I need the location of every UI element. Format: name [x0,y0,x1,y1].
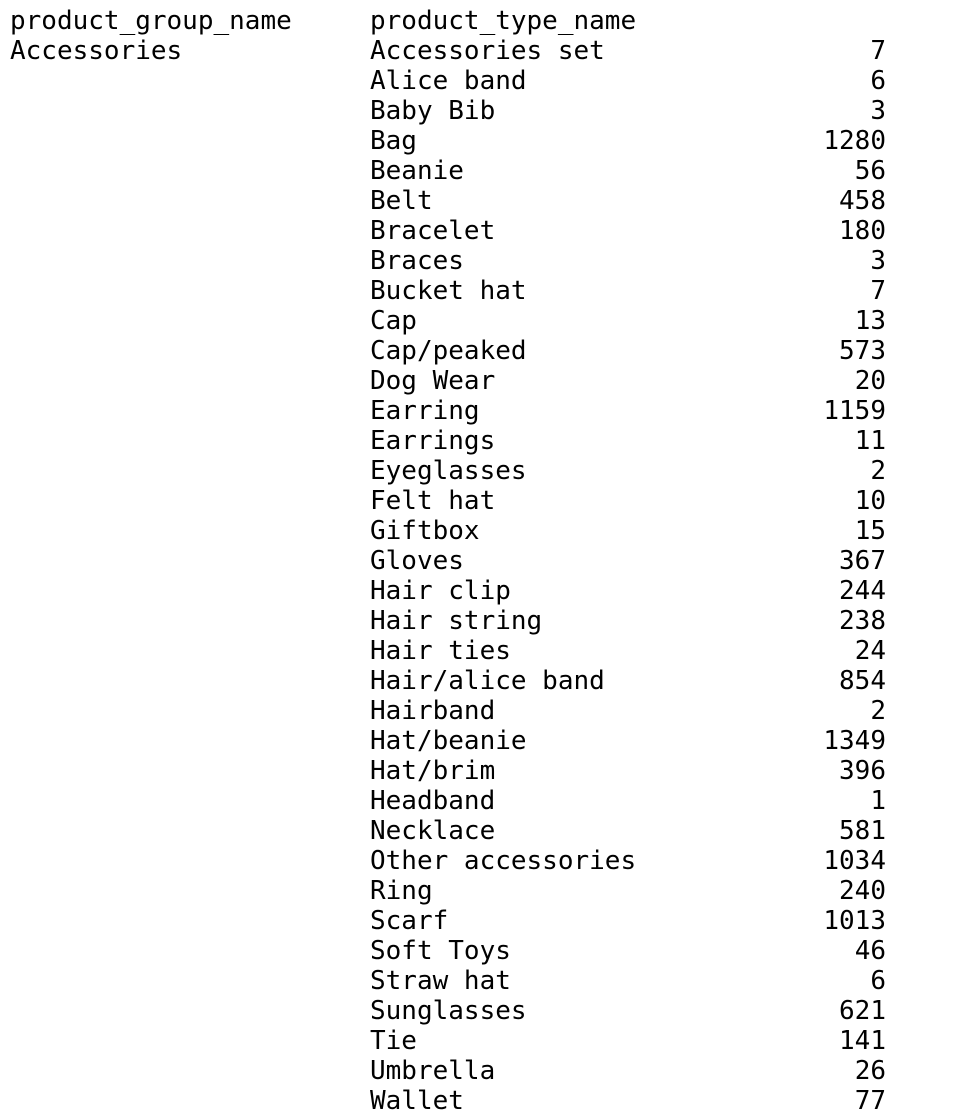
count-cell: 573 [839,336,886,366]
product-type-cell: Hairband [370,696,496,726]
product-type-cell: Straw hat [370,966,511,996]
table-row [10,786,960,816]
table-row [10,756,960,786]
count-cell: 56 [854,156,886,186]
table-row [10,1056,960,1086]
table-row [10,966,960,996]
count-cell: 180 [839,216,886,246]
table-row [10,216,960,246]
table-row [10,336,960,366]
table-row [10,576,960,606]
count-cell: 367 [839,546,886,576]
table-row [10,66,960,96]
table-row [10,546,960,576]
table-row [10,1086,960,1116]
count-cell: 24 [854,636,886,666]
table-row [10,606,960,636]
product-type-cell: Bucket hat [370,276,527,306]
product-type-cell: Other accessories [370,846,637,876]
table-row [10,126,960,156]
count-cell: 244 [839,576,886,606]
product-type-cell: Hat/beanie [370,726,527,756]
product-type-cell: Sunglasses [370,996,527,1026]
table-row [10,156,960,186]
product-type-cell: Belt [370,186,433,216]
table-row [10,1026,960,1056]
product-type-cell: Necklace [370,816,496,846]
product-type-cell: Giftbox [370,516,480,546]
table-row [10,36,960,66]
table-row [10,246,960,276]
count-cell: 7 [870,36,886,66]
table-row [10,426,960,456]
count-cell: 1 [870,786,886,816]
product-type-cell: Hair clip [370,576,511,606]
count-cell: 3 [870,246,886,276]
count-cell: 621 [839,996,886,1026]
product-type-cell: Hair/alice band [370,666,605,696]
table-row [10,666,960,696]
group-name-cell: Accessories [10,36,183,66]
table-row [10,456,960,486]
count-cell: 2 [870,696,886,726]
count-cell: 46 [854,936,886,966]
product-type-cell: Felt hat [370,486,496,516]
table-row [10,96,960,126]
header-row [10,6,960,36]
count-cell: 15 [854,516,886,546]
product-type-cell: Hair ties [370,636,511,666]
table-row [10,936,960,966]
product-type-cell: Accessories set [370,36,605,66]
product-type-cell: Earring [370,396,480,426]
count-cell: 396 [839,756,886,786]
product-type-cell: Hat/brim [370,756,496,786]
table-row [10,816,960,846]
count-cell: 1159 [823,396,886,426]
product-type-cell: Tie [370,1026,417,1056]
product-type-cell: Wallet [370,1086,464,1116]
table-row [10,636,960,666]
table-row [10,876,960,906]
count-cell: 10 [854,486,886,516]
product-type-cell: Cap/peaked [370,336,527,366]
table-row [10,846,960,876]
product-type-cell: Gloves [370,546,464,576]
count-cell: 13 [854,306,886,336]
series-output [10,6,960,1116]
product-type-cell: Umbrella [370,1056,496,1086]
table-row [10,726,960,756]
table-row [10,306,960,336]
product-type-cell: Bag [370,126,417,156]
product-type-cell: Baby Bib [370,96,496,126]
product-type-cell: Soft Toys [370,936,511,966]
table-row [10,906,960,936]
count-cell: 2 [870,456,886,486]
table-row [10,186,960,216]
product-type-cell: Cap [370,306,417,336]
product-type-cell: Beanie [370,156,464,186]
count-cell: 1034 [823,846,886,876]
table-row [10,996,960,1026]
rows-container [10,36,960,1116]
table-row [10,396,960,426]
count-cell: 854 [839,666,886,696]
product-type-cell: Hair string [370,606,543,636]
table-row [10,516,960,546]
product-type-cell: Eyeglasses [370,456,527,486]
product-type-cell: Ring [370,876,433,906]
product-type-cell: Scarf [370,906,449,936]
table-row [10,696,960,726]
product-type-cell: Braces [370,246,464,276]
count-cell: 141 [839,1026,886,1056]
count-cell: 6 [870,966,886,996]
product-type-cell: Earrings [370,426,496,456]
product-type-cell: Dog Wear [370,366,496,396]
count-cell: 458 [839,186,886,216]
count-cell: 581 [839,816,886,846]
count-cell: 240 [839,876,886,906]
count-cell: 1349 [823,726,886,756]
count-cell: 11 [854,426,886,456]
product-type-cell: Alice band [370,66,527,96]
count-cell: 1013 [823,906,886,936]
count-cell: 26 [854,1056,886,1086]
count-cell: 238 [839,606,886,636]
table-row [10,486,960,516]
count-cell: 3 [870,96,886,126]
product-type-cell: Bracelet [370,216,496,246]
product-type-cell: Headband [370,786,496,816]
count-cell: 7 [870,276,886,306]
group-column-header: product_group_name [10,6,292,36]
count-cell: 1280 [823,126,886,156]
count-cell: 77 [854,1086,886,1116]
table-row [10,366,960,396]
count-cell: 20 [854,366,886,396]
type-column-header: product_type_name [370,6,637,36]
table-row [10,276,960,306]
count-cell: 6 [870,66,886,96]
